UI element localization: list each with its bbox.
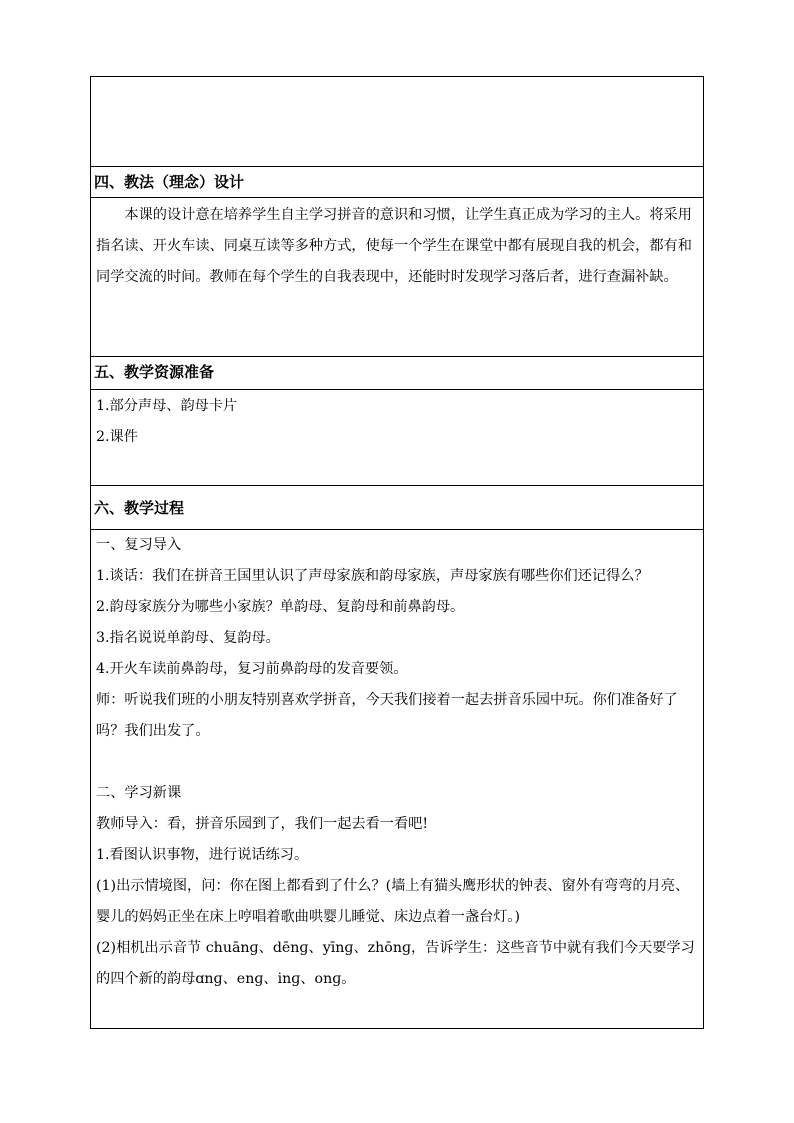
teaching-method-paragraph: 本课的设计意在培养学生自主学习拼音的意识和习惯，让学生真正成为学习的主人。将采用指名读、开火车读、同桌互读等多种方式，使每一个学生在课堂中都有展现自我的机会，都有和同学交流的时间。教师在每个学生的自我表现中，还能时时发现学习落后者，进行查漏补缺。 [96,207,692,285]
process-line: 1.看图认识事物，进行说话练习。 [96,847,309,863]
lesson-plan-table [90,76,704,1029]
teaching-method-content [91,198,703,357]
resources-heading: 五、教学资源准备 [91,357,703,390]
process-subheading: 二、学习新课 [96,785,182,801]
resource-item: 1.部分声母、韵母卡片 [96,398,238,414]
blank-cell [91,77,703,167]
process-line: 2.韵母家族分为哪些小家族？单韵母、复韵母和前鼻韵母。 [96,599,465,615]
resource-item: 2.课件 [96,429,138,445]
process-heading: 六、教学过程 [91,486,703,530]
process-line: 3.指名说说单韵母、复韵母。 [96,630,280,646]
process-line: 1.谈话：我们在拼音王国里认识了声母家族和韵母家族，声母家族有哪些你们还记得么？ [96,568,649,584]
teaching-method-heading: 四、教法（理念）设计 [91,167,703,198]
spacer [96,747,698,778]
process-subheading: 一、复习导入 [96,537,182,553]
resources-content [91,390,703,486]
process-line: 教师导入：看，拼音乐园到了，我们一起去看一看吧! [96,816,429,832]
process-content [91,530,703,1028]
process-line: 4.开火车读前鼻韵母，复习前鼻韵母的发音要领。 [96,661,408,677]
process-line: 师：听说我们班的小朋友特别喜欢学拼音，今天我们接着一起去拼音乐园中玩。你们准备好了吗？我们出发了。 [96,692,678,739]
process-line: (2)相机出示音节 chuānɡ、dēnɡ、yīnɡ、zhōnɡ，告诉学生：这些音节中就有我们今天要学习的四个新的韵母ɑnɡ、enɡ、inɡ、onɡ。 [96,940,695,987]
process-line: (1)出示情境图，问：你在图上都看到了什么？(墙上有猫头鹰形状的钟表、窗外有弯弯的月亮、婴儿的妈妈正坐在床上哼唱着歌曲哄婴儿睡觉、床边点着一盏台灯。) [96,878,690,925]
